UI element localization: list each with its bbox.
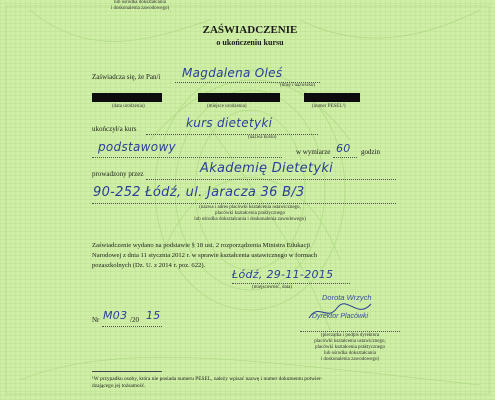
completed-label: ukończył/a kurs [92, 125, 137, 133]
course-name-caption: (nazwa kursu) [248, 135, 277, 140]
issue-line [232, 283, 350, 284]
issue-caption: (miejscowość, data) [252, 285, 292, 290]
course-name: kurs dietetyki [186, 116, 273, 130]
number-prefix: Nr [92, 316, 100, 324]
address-line [92, 203, 396, 204]
name-caption: (imię i nazwisko) [280, 83, 315, 88]
signature-caption-2: placówki kształcenia ustawicznego, [314, 339, 386, 344]
header-note-line-1: lub ośrodka dokształcania [114, 0, 166, 5]
signature-caption-3: placówki kształcenia praktycznego [315, 345, 385, 350]
course-line-1 [146, 134, 318, 135]
signature-line [300, 331, 400, 332]
person-prefix: Zaświadcza się, że Pan/i [92, 73, 161, 81]
hours-line [333, 157, 357, 158]
page-title: ZAŚWIADCZENIE [202, 24, 298, 36]
header-note-line-2: i doskonalenia zawodowego) [110, 6, 170, 11]
birthdate-caption: (data urodzenia) [112, 104, 145, 109]
course-level: podstawowy [98, 140, 176, 154]
issue-place-date: Łódź, 29-11-2015 [232, 268, 334, 281]
stamp-name: Dorota Wrzych [322, 293, 372, 302]
number-line [102, 326, 162, 327]
course-hours: 60 [336, 142, 351, 155]
redacted-birthdate [92, 93, 162, 102]
signature-caption-1: (pieczątka i podpis dyrektora [320, 333, 380, 338]
organizer-name: Akademię Dietetyki [200, 161, 334, 176]
page-subtitle: o ukończeniu kursu [216, 38, 284, 47]
organizer-address: 90-252 Łódź, ul. Jaracza 36 B/3 [93, 185, 305, 200]
number-separator: /20 [130, 316, 139, 324]
signature-caption-5: i doskonalenia zawodowego) [320, 357, 380, 362]
hours-label-after: godzin [361, 148, 381, 156]
footnote-rule [92, 371, 162, 372]
birthplace-caption: (miejsce urodzenia) [207, 104, 247, 109]
legal-text-line-3: pozaszkolnych (Dz. U. z 2014 r. poz. 622). [92, 262, 206, 269]
footnote-line-2: dzającego jej tożsamość. [92, 383, 146, 389]
redacted-pesel [304, 93, 360, 102]
stamp-role: Dyrektor Placówki [312, 313, 369, 320]
certificate-year: 15 [146, 309, 161, 322]
footnote-line-1: ¹W przypadku osoby, która nie posiada numeru PESEL, należy wpisać nazwę i numer dokumentu potwier- [92, 376, 323, 382]
signature-caption-4: lub ośrodka dokształcania [324, 351, 376, 356]
certificate-number: M03 [103, 309, 128, 322]
course-line-2 [92, 157, 282, 158]
pesel-caption: (numer PESEL¹) [312, 104, 346, 109]
signature-scribble [305, 300, 375, 324]
person-name: Magdalena Oleś [182, 66, 283, 80]
organizer-caption-3: lub ośrodka dokształcania i doskonalenia zawodowego) [194, 217, 306, 222]
organizer-caption-1: (nazwa i adres placówki kształcenia ustawicznego, [199, 205, 301, 210]
legal-text-line-1: Zaświadczenie wydano na podstawie § 18 ust. 2 rozporządzenia Ministra Edukacji [92, 242, 311, 249]
organizer-label: prowadzony przez [92, 170, 144, 178]
organizer-line [146, 179, 396, 180]
organizer-caption-2: placówki kształcenia praktycznego [215, 211, 285, 216]
hours-label-before: w wymiarze [296, 148, 331, 156]
redacted-birthplace [198, 93, 280, 102]
legal-text-line-2: Narodowej z dnia 11 stycznia 2012 r. w sprawie kształcenia ustawicznego w formach [92, 252, 318, 259]
